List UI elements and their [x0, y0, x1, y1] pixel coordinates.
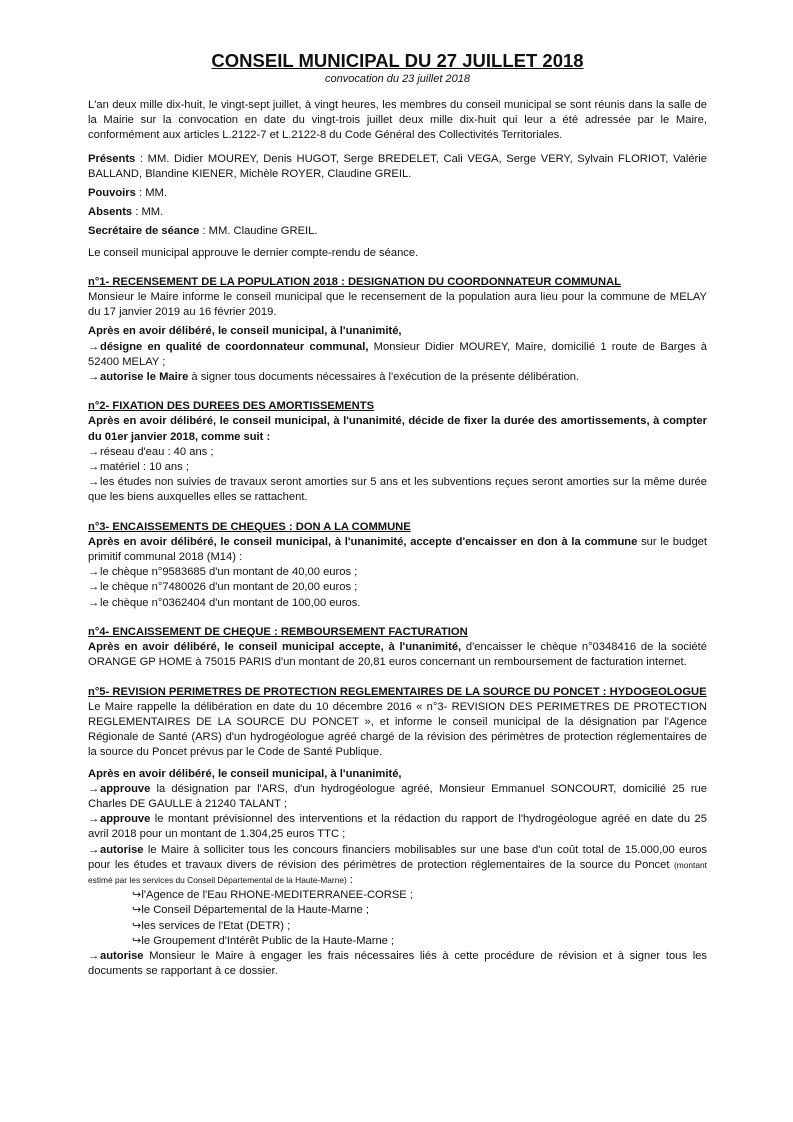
section-2-item	[88, 460, 707, 475]
secretaire-label: Secrétaire de séance	[88, 225, 200, 238]
section-1-item	[88, 340, 707, 370]
presents-label: Présents	[88, 152, 136, 165]
section-2-item	[88, 445, 707, 460]
document-content	[88, 50, 707, 979]
section-5-item-1-bold: approuve	[100, 782, 151, 795]
section-3-deliberation-text: sur le budget primitif communal 2018 (M14) :	[88, 535, 707, 564]
section-5-heading: n°5- REVISION PERIMETRES DE PROTECTION REGLEMENTAIRES DE LA SOURCE DU PONCET : HYDOGEOLOGUE	[88, 685, 707, 698]
section-5-subitem-3-text: les services de l'Etat (DETR) ;	[141, 919, 291, 932]
sub-arrow-icon: ↪	[132, 934, 142, 947]
section-1-item-1-bold: désigne en qualité de coordonnateur communal,	[100, 340, 369, 353]
sub-arrow-icon: ↪	[132, 904, 142, 917]
section-5-subitem	[88, 919, 707, 934]
secretaire-text: : MM. Claudine GREIL.	[199, 225, 318, 238]
absents-paragraph	[88, 205, 707, 220]
section-1-deliberation: Après en avoir délibéré, le conseil municipal, à l'unanimité,	[88, 325, 402, 338]
approbation-paragraph: Le conseil municipal approuve le dernier compte-rendu de séance.	[88, 246, 419, 259]
sub-arrow-icon: ↪	[132, 889, 142, 902]
section-5-item-2-text: le montant prévisionnel des interventions et la rédaction du rapport de l'hydrogéologue agréé en date du 25 avril 2018 pour un montant de 1.304,25 euros TTC ;	[88, 813, 707, 841]
absents-label: Absents	[88, 206, 133, 219]
section-3-deliberation	[88, 535, 707, 565]
section-1-item-2-text: à signer tous documents nécessaires à l'exécution de la présente délibération.	[188, 371, 580, 384]
section-1-item-1-text: Monsieur Didier MOUREY, Maire, domicilié 1 route de Barges à 52400 MELAY ;	[88, 340, 707, 368]
section-5-item	[88, 782, 707, 812]
section-3-item-1-text: le chèque n°9583685 d'un montant de 40,00 euros ;	[100, 566, 358, 579]
arrow-icon: →	[88, 949, 100, 962]
arrow-icon: →	[88, 445, 100, 458]
section-5-subitem	[88, 934, 707, 949]
section-5-item-1-text: la désignation par l'ARS, d'un hydrogéologue agréé, Monsieur Emmanuel SONCOURT, domicilié 25 rue Charles DE GAULLE à 21240 TALANT ;	[88, 782, 707, 810]
arrow-icon: →	[88, 371, 100, 384]
arrow-icon: →	[88, 596, 100, 609]
section-5-item-4-bold: autorise	[100, 949, 144, 962]
absents-text: : MM.	[132, 206, 164, 219]
page-title: CONSEIL MUNICIPAL DU 27 JUILLET 2018	[211, 50, 584, 71]
pouvoirs-label: Pouvoirs	[88, 187, 136, 200]
section-3-item	[88, 596, 707, 611]
section-5-item-2-bold: approuve	[100, 813, 151, 826]
secretaire-paragraph	[88, 224, 707, 239]
sub-arrow-icon: ↪	[132, 919, 142, 932]
arrow-icon: →	[88, 476, 100, 489]
section-2-heading: n°2- FIXATION DES DUREES DES AMORTISSEMENTS	[88, 400, 375, 413]
convocation-date: convocation du 23 juillet 2018	[325, 73, 470, 85]
section-1-item	[88, 370, 707, 385]
arrow-icon: →	[88, 461, 100, 474]
section-5-subitem	[88, 888, 707, 903]
section-5-item	[88, 812, 707, 842]
section-1-heading: n°1- RECENSEMENT DE LA POPULATION 2018 : DESIGNATION DU COORDONNATEUR COMMUNAL	[88, 275, 621, 288]
section-4-heading: n°4- ENCAISSEMENT DE CHEQUE : REMBOURSEMENT FACTURATION	[88, 625, 468, 638]
pouvoirs-paragraph	[88, 186, 707, 201]
section-1-text: Monsieur le Maire informe le conseil municipal que le recensement de la population aura lieu pour la commune de MELAY du 17 janvier 2019 au 16 février 2019.	[88, 291, 707, 319]
section-4-deliberation	[88, 640, 707, 670]
section-3-deliberation-bold: Après en avoir délibéré, le conseil municipal, à l'unanimité, accepte d'encaisser en don à la commune	[88, 535, 638, 548]
section-2-item-2-text: matériel : 10 ans ;	[100, 461, 189, 474]
section-5-item-3-bold: autorise	[100, 843, 144, 856]
section-4-deliberation-bold: Après en avoir délibéré, le conseil municipal accepte, à l'unanimité,	[88, 641, 462, 654]
section-5-text: Le Maire rappelle la délibération en date du 10 décembre 2016 « n°3- REVISION DES PERIMETRES DE PROTECTION REGLEMENTAIRES DE LA SOURCE DU PONCET », et informe le conseil municipal de la désignation par l'Agence Régionale de Santé (ARS) d'un hydrogéologue agréé chargé de la révision des périmètres de protection réglementaires de la source du Poncet prévus par le Code de Santé Publique.	[88, 700, 707, 759]
arrow-icon: →	[88, 566, 100, 579]
section-5-subitem	[88, 903, 707, 918]
intro-paragraph: L'an deux mille dix-huit, le vingt-sept juillet, à vingt heures, les membres du conseil municipal se sont réunis dans la salle de la Mairie sur la convocation en date du vingt-trois juillet deux mille dix-huit qui leur a été adressée par le Maire, conformément aux articles L.2122-7 et L.2122-8 du Code Général des Collectivités Territoriales.	[88, 99, 707, 142]
section-5-subitem-1-text: l'Agence de l'Eau RHONE-MEDITERRANEE-CORSE ;	[141, 889, 413, 902]
section-3-item-3-text: le chèque n°0362404 d'un montant de 100,00 euros.	[100, 596, 361, 609]
section-2-deliberation: Après en avoir délibéré, le conseil municipal, à l'unanimité, décide de fixer la durée des amortissements, à compter du 01er janvier 2018, comme suit :	[88, 415, 707, 443]
section-5-item	[88, 949, 707, 979]
section-5-item-3-text: le Maire à solliciter tous les concours financiers mobilisables sur une base d'un coût total de 15.000,00 euros pour les études et travaux divers de révision des périmètres de protection réglementaires de la source du Poncet	[88, 843, 707, 871]
arrow-icon: →	[88, 843, 100, 856]
section-3-item	[88, 580, 707, 595]
arrow-icon: →	[88, 581, 100, 594]
arrow-icon: →	[88, 782, 100, 795]
presents-paragraph	[88, 152, 707, 182]
section-4-deliberation-text: d'encaisser le chèque n°0348416 de la société ORANGE GP HOME à 75015 PARIS d'un montant de 20,81 euros concernant un remboursement de facturation internet.	[88, 641, 707, 669]
section-3-heading: n°3- ENCAISSEMENTS DE CHEQUES : DON A LA COMMUNE	[88, 520, 411, 533]
section-1-item-2-bold: autorise le Maire	[100, 371, 189, 384]
section-2-item-1-text: réseau d'eau : 40 ans ;	[100, 445, 214, 458]
section-5-subitem-2-text: le Conseil Départemental de la Haute-Marne ;	[141, 904, 369, 917]
arrow-icon: →	[88, 340, 100, 353]
section-5-item-3-note: (montant estimé par les services du Conseil Départemental de la Haute-Marne)	[88, 859, 707, 885]
section-5-item	[88, 843, 707, 889]
arrow-icon: →	[88, 813, 100, 826]
section-5-subitem-4-text: le Groupement d'Intérêt Public de la Haute-Marne ;	[141, 934, 395, 947]
section-2-item-3-text: les études non suivies de travaux seront amorties sur 5 ans et les subventions reçues seront amorties sur la même durée que les biens auxquelles elles se rattachent.	[88, 476, 707, 504]
pouvoirs-text: : MM.	[135, 187, 167, 200]
presents-text: : MM. Didier MOUREY, Denis HUGOT, Serge BREDELET, Cali VEGA, Serge VERY, Sylvain FLORIOT, Valérie BALLAND, Blandine KIENER, Michèle ROYER, Claudine GREIL.	[88, 152, 707, 180]
section-5-item-3-end: :	[346, 873, 354, 886]
section-3-item	[88, 565, 707, 580]
section-5-item-4-text: Monsieur le Maire à engager les frais nécessaires liés à cette procédure de révision et à signer tous les documents se rapportant à ce dossier.	[88, 949, 707, 978]
section-2-item	[88, 475, 707, 505]
section-5-deliberation: Après en avoir délibéré, le conseil municipal, à l'unanimité,	[88, 767, 402, 780]
section-3-item-2-text: le chèque n°7480026 d'un montant de 20,00 euros ;	[100, 581, 358, 594]
